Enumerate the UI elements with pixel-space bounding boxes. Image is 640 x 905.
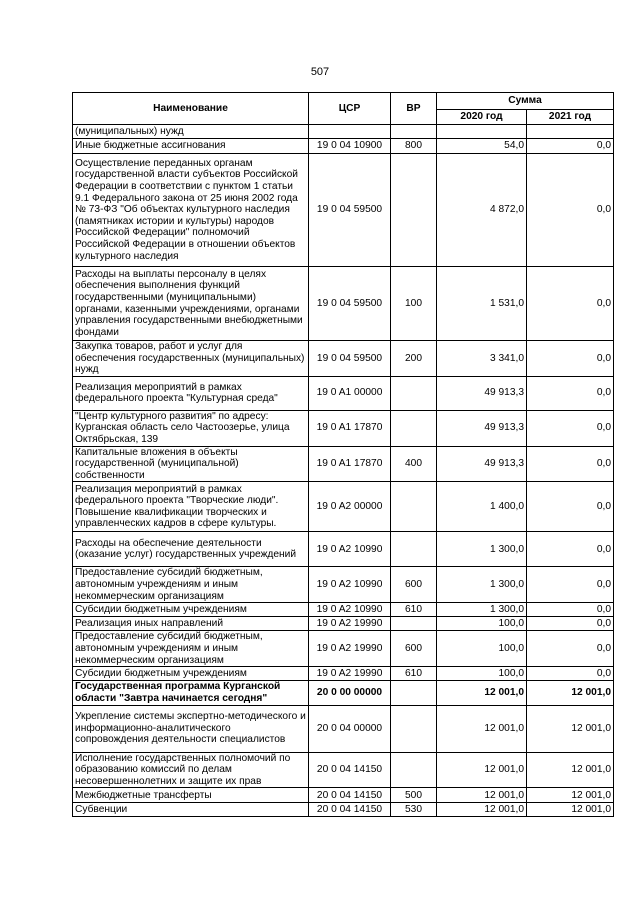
row-name-cell: Расходы на обеспечение деятельности (оказание услуг) государственных учреждений: [73, 532, 309, 567]
row-vr-cell: [391, 154, 437, 267]
table-row: [73, 139, 614, 154]
row-sum-2021-cell: 0,0: [527, 532, 614, 567]
row-csr-cell: 20 0 04 14150: [309, 788, 391, 803]
row-sum-2021-cell: 0,0: [527, 631, 614, 667]
row-sum-2020-cell: 12 001,0: [437, 788, 527, 803]
row-name-cell: Укрепление системы экспертно-методического и информационно-аналитического сопровождения деятельности специалистов: [73, 705, 309, 752]
row-sum-2020-cell: 54,0: [437, 139, 527, 154]
header-csr: ЦСР: [309, 93, 391, 125]
table-row: [73, 705, 614, 752]
header-year-2020: 2020 год: [437, 110, 527, 125]
header-year-2021: 2021 год: [527, 110, 614, 125]
row-csr-cell: 19 0 A1 00000: [309, 376, 391, 410]
table-row: [73, 788, 614, 803]
row-name-cell: Закупка товаров, работ и услуг для обеспечения государственных (муниципальных) нужд: [73, 341, 309, 377]
row-sum-2020-cell: 1 300,0: [437, 532, 527, 567]
row-vr-cell: 610: [391, 667, 437, 681]
row-sum-2020-cell: 12 001,0: [437, 681, 527, 705]
row-vr-cell: [391, 681, 437, 705]
row-sum-2021-cell: 0,0: [527, 617, 614, 631]
row-sum-2020-cell: 49 913,3: [437, 376, 527, 410]
row-vr-cell: [391, 482, 437, 532]
row-sum-2021-cell: 0,0: [527, 376, 614, 410]
row-csr-cell: 19 0 A2 19990: [309, 617, 391, 631]
row-csr-cell: 20 0 04 00000: [309, 705, 391, 752]
table-row: [73, 617, 614, 631]
row-vr-cell: [391, 532, 437, 567]
table-row: [73, 376, 614, 410]
row-vr-cell: 800: [391, 139, 437, 154]
row-name-cell: Иные бюджетные ассигнования: [73, 139, 309, 154]
table-row: [73, 603, 614, 617]
row-vr-cell: [391, 410, 437, 446]
table-row: [73, 267, 614, 341]
row-csr-cell: 19 0 A2 19990: [309, 631, 391, 667]
table-row: [73, 482, 614, 532]
row-sum-2021-cell: [527, 125, 614, 139]
row-name-cell: Субсидии бюджетным учреждениям: [73, 603, 309, 617]
table-row: [73, 567, 614, 603]
table-row: [73, 681, 614, 705]
row-sum-2021-cell: 0,0: [527, 667, 614, 681]
table-row: [73, 532, 614, 567]
row-csr-cell: 20 0 04 14150: [309, 803, 391, 817]
row-vr-cell: [391, 376, 437, 410]
row-csr-cell: 19 0 A1 17870: [309, 410, 391, 446]
row-vr-cell: 530: [391, 803, 437, 817]
row-vr-cell: 610: [391, 603, 437, 617]
row-name-cell: Предоставление субсидий бюджетным, автономным учреждениям и иным некоммерческим организациям: [73, 567, 309, 603]
header-sum: Сумма: [437, 93, 614, 110]
row-sum-2020-cell: 12 001,0: [437, 705, 527, 752]
row-name-cell: Государственная программа Курганской области "Завтра начинается сегодня": [73, 681, 309, 705]
row-sum-2021-cell: 12 001,0: [527, 803, 614, 817]
row-sum-2021-cell: 0,0: [527, 267, 614, 341]
row-sum-2021-cell: 12 001,0: [527, 705, 614, 752]
row-sum-2021-cell: 0,0: [527, 341, 614, 377]
table-row: [73, 154, 614, 267]
row-vr-cell: 500: [391, 788, 437, 803]
row-name-cell: Осуществление переданных органам государственной власти субъектов Российской Федерации в соответствии с пунктом 1 статьи 9.1 Федерального закона от 25 июня 2002 года № 73-ФЗ "Об объектах культурного наследия (памятниках истории и культуры) народов Российской Федерации" полномочий Российской Федерации в отношении объектов культурного наследия: [73, 154, 309, 267]
header-name: Наименование: [73, 93, 309, 125]
table-row: [73, 667, 614, 681]
row-csr-cell: 19 0 04 10900: [309, 139, 391, 154]
row-vr-cell: [391, 705, 437, 752]
row-name-cell: Предоставление субсидий бюджетным, автономным учреждениям и иным некоммерческим организациям: [73, 631, 309, 667]
row-csr-cell: [309, 125, 391, 139]
row-csr-cell: 19 0 A2 00000: [309, 482, 391, 532]
row-csr-cell: 19 0 A2 10990: [309, 532, 391, 567]
row-sum-2020-cell: 1 531,0: [437, 267, 527, 341]
row-sum-2020-cell: 100,0: [437, 617, 527, 631]
row-sum-2021-cell: 0,0: [527, 567, 614, 603]
row-sum-2020-cell: 4 872,0: [437, 154, 527, 267]
row-sum-2021-cell: 0,0: [527, 139, 614, 154]
page-number: 507: [310, 66, 330, 78]
table-row: [73, 125, 614, 139]
row-sum-2021-cell: 12 001,0: [527, 681, 614, 705]
row-sum-2021-cell: 0,0: [527, 603, 614, 617]
table-row: [73, 446, 614, 482]
row-vr-cell: 600: [391, 631, 437, 667]
row-sum-2020-cell: 12 001,0: [437, 803, 527, 817]
row-name-cell: Реализация мероприятий в рамках федерального проекта "Культурная среда": [73, 376, 309, 410]
row-sum-2020-cell: 1 400,0: [437, 482, 527, 532]
row-sum-2020-cell: 100,0: [437, 631, 527, 667]
row-name-cell: Капитальные вложения в объекты государственной (муниципальной) собственности: [73, 446, 309, 482]
row-sum-2021-cell: 0,0: [527, 482, 614, 532]
row-csr-cell: 19 0 04 59500: [309, 154, 391, 267]
row-vr-cell: 400: [391, 446, 437, 482]
row-csr-cell: 19 0 A2 19990: [309, 667, 391, 681]
row-csr-cell: 19 0 A2 10990: [309, 567, 391, 603]
table-body: [73, 125, 614, 817]
table-row: [73, 752, 614, 788]
table-row: [73, 410, 614, 446]
row-name-cell: Реализация мероприятий в рамках федерального проекта "Творческие люди". Повышение квалификации творческих и управленческих кадров в сфере культуры.: [73, 482, 309, 532]
row-sum-2021-cell: 0,0: [527, 410, 614, 446]
row-vr-cell: [391, 125, 437, 139]
row-csr-cell: 20 0 00 00000: [309, 681, 391, 705]
row-sum-2021-cell: 0,0: [527, 154, 614, 267]
row-name-cell: Межбюджетные трансферты: [73, 788, 309, 803]
row-vr-cell: 200: [391, 341, 437, 377]
row-vr-cell: [391, 752, 437, 788]
table-row: [73, 803, 614, 817]
row-sum-2020-cell: 49 913,3: [437, 446, 527, 482]
table-row: [73, 631, 614, 667]
header-vr: ВР: [391, 93, 437, 125]
row-sum-2021-cell: 12 001,0: [527, 752, 614, 788]
row-vr-cell: 600: [391, 567, 437, 603]
row-sum-2020-cell: 49 913,3: [437, 410, 527, 446]
row-sum-2021-cell: 12 001,0: [527, 788, 614, 803]
row-vr-cell: 100: [391, 267, 437, 341]
row-name-cell: Субсидии бюджетным учреждениям: [73, 667, 309, 681]
row-name-cell: Реализация иных направлений: [73, 617, 309, 631]
row-csr-cell: 19 0 04 59500: [309, 341, 391, 377]
row-vr-cell: [391, 617, 437, 631]
row-sum-2020-cell: 1 300,0: [437, 603, 527, 617]
row-sum-2020-cell: [437, 125, 527, 139]
row-sum-2020-cell: 3 341,0: [437, 341, 527, 377]
row-sum-2020-cell: 12 001,0: [437, 752, 527, 788]
row-name-cell: Расходы на выплаты персоналу в целях обеспечения выполнения функций государственными (муниципальными) органами, казенными учреждениями, органами управления государственными внебюджетными фондами: [73, 267, 309, 341]
row-name-cell: "Центр культурного развития" по адресу: Курганская область село Частоозерье, улица Октябрьская, 139: [73, 410, 309, 446]
row-name-cell: Исполнение государственных полномочий по образованию комиссий по делам несовершеннолетних и защите их прав: [73, 752, 309, 788]
row-sum-2021-cell: 0,0: [527, 446, 614, 482]
table-row: [73, 341, 614, 377]
row-csr-cell: 19 0 04 59500: [309, 267, 391, 341]
row-csr-cell: 20 0 04 14150: [309, 752, 391, 788]
budget-table: [72, 92, 614, 817]
row-sum-2020-cell: 1 300,0: [437, 567, 527, 603]
row-csr-cell: 19 0 A2 10990: [309, 603, 391, 617]
row-sum-2020-cell: 100,0: [437, 667, 527, 681]
row-csr-cell: 19 0 A1 17870: [309, 446, 391, 482]
row-name-cell: (муниципальных) нужд: [73, 125, 309, 139]
row-name-cell: Субвенции: [73, 803, 309, 817]
